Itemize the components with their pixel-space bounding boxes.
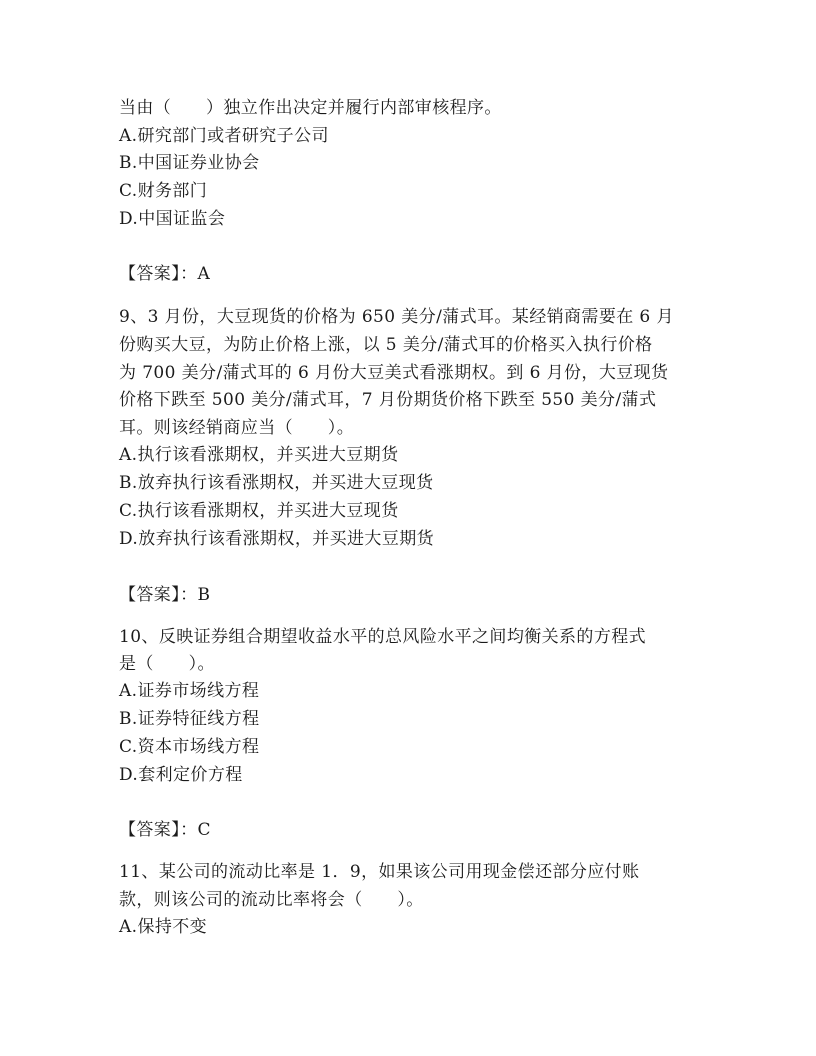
option-c: C.执行该看涨期权，并买进大豆现货 <box>119 501 399 521</box>
question-stem-line: 9、3 月份，大豆现货的价格为 650 美分/蒲式耳。某经销商需要在 6 月 <box>119 307 674 327</box>
option-c: C.财务部门 <box>119 181 208 201</box>
question-stem-line: 当由（ ）独立作出决定并履行内部审核程序。 <box>119 98 502 118</box>
option-a: A.执行该看涨期权，并买进大豆期货 <box>119 445 399 465</box>
answer-line <box>119 818 211 842</box>
option-d: D.中国证监会 <box>119 209 226 229</box>
option-b: B.中国证券业协会 <box>119 153 260 173</box>
answer-label: 【答案】： <box>119 820 198 840</box>
option-a: A.研究部门或者研究子公司 <box>119 126 329 146</box>
answer-label: 【答案】： <box>119 585 198 605</box>
option-b: B.放弃执行该看涨期权，并买进大豆现货 <box>119 473 434 493</box>
question-stem-line: 10、反映证券组合期望收益水平的总风险水平之间均衡关系的方程式 <box>119 627 647 647</box>
answer-value: B <box>197 585 211 605</box>
question-stem-line: 11、某公司的流动比率是 1．9，如果该公司用现金偿还部分应付账 <box>119 862 640 882</box>
option-b: B.证券特征线方程 <box>119 709 260 729</box>
option-a: A.保持不变 <box>119 917 208 937</box>
option-a: A.证券市场线方程 <box>119 681 260 701</box>
answer-line <box>119 583 210 607</box>
answer-value: C <box>197 820 211 840</box>
answer-label: 【答案】： <box>119 264 198 284</box>
question-stem-line: 是（ ）。 <box>119 654 215 674</box>
option-d: D.放弃执行该看涨期权，并买进大豆期货 <box>119 529 435 549</box>
option-c: C.资本市场线方程 <box>119 737 260 757</box>
option-d: D.套利定价方程 <box>119 765 243 785</box>
question-stem-line: 价格下跌至 500 美分/蒲式耳，7 月份期货价格下跌至 550 美分/蒲式 <box>119 390 657 410</box>
question-stem-line: 耳。则该经销商应当（ ）。 <box>119 418 355 438</box>
answer-line <box>119 262 210 286</box>
question-stem-line: 为 700 美分/蒲式耳的 6 月份大豆美式看涨期权。到 6 月份，大豆现货 <box>119 363 669 383</box>
question-stem-line: 份购买大豆，为防止价格上涨，以 5 美分/蒲式耳的价格买入执行价格 <box>119 335 653 355</box>
question-stem-line: 款，则该公司的流动比率将会（ ）。 <box>119 890 424 910</box>
answer-value: A <box>197 264 211 284</box>
